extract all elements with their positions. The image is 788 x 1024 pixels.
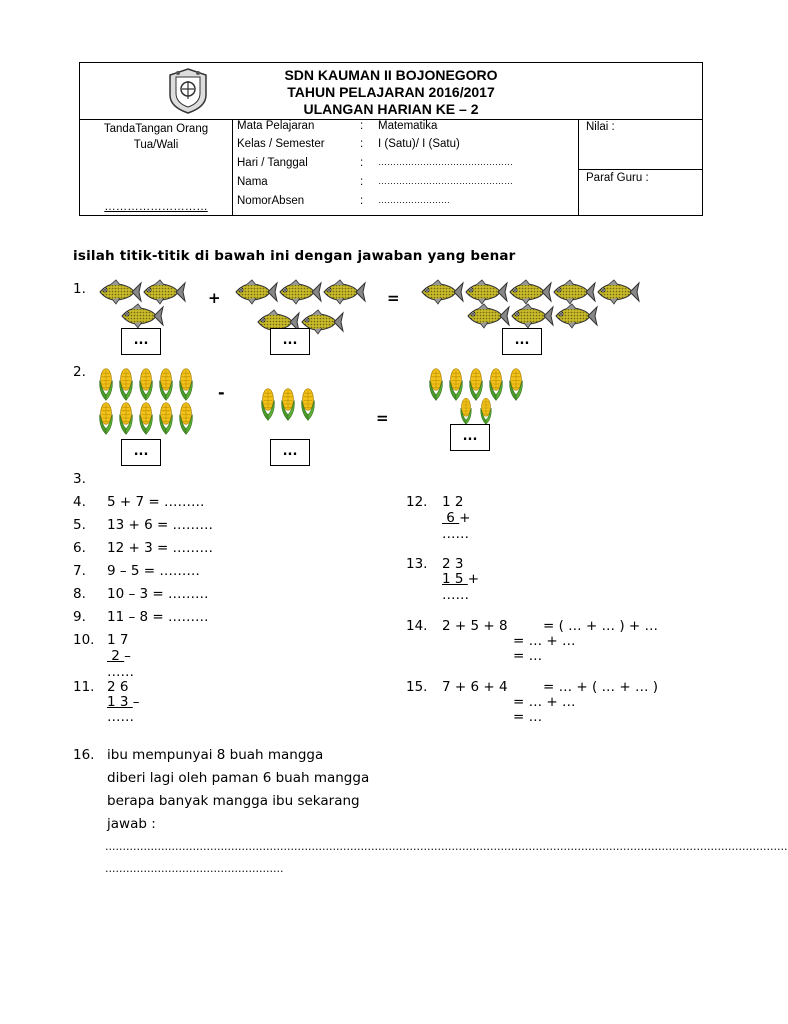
field-sep: : bbox=[360, 138, 364, 150]
fish-icon bbox=[464, 302, 510, 330]
story-line: diberi lagi oleh paman 6 buah mangga bbox=[107, 770, 370, 786]
step-3[interactable]: = … bbox=[513, 709, 543, 725]
fish-icon bbox=[552, 302, 598, 330]
instruction: isilah titik-titik di bawah ini dengan jawaban yang benar bbox=[73, 248, 516, 264]
corn-icon bbox=[96, 366, 116, 402]
field-sep: : bbox=[360, 195, 364, 207]
story-line: berapa banyak mangga ibu sekarang bbox=[107, 793, 360, 809]
bottom-number: 2 bbox=[107, 648, 125, 664]
teacher-initial-label: Paraf Guru : bbox=[586, 172, 649, 184]
answer-dots[interactable]: …… bbox=[107, 709, 134, 725]
parent-signature-line[interactable]: ……………………… bbox=[104, 201, 208, 213]
minus-sign: - bbox=[218, 383, 225, 402]
question-number: 7. bbox=[73, 563, 86, 579]
corn-icon bbox=[258, 386, 278, 422]
bottom-number: 6 bbox=[442, 510, 460, 526]
equals-sign: = bbox=[376, 409, 389, 427]
absence-number-field[interactable]: …………………… bbox=[378, 195, 450, 205]
question-number: 14. bbox=[406, 618, 428, 634]
corn-icon bbox=[116, 400, 136, 436]
operator: – bbox=[124, 648, 131, 664]
corn-group-result bbox=[426, 366, 530, 426]
corn-icon bbox=[476, 396, 496, 426]
answer-line[interactable]: …………………………………………… bbox=[105, 863, 284, 875]
corn-group-2 bbox=[258, 386, 322, 422]
fish-icon bbox=[594, 278, 640, 306]
answer-line[interactable]: …………………………………………………………………………………………………………………………………………………………………………… bbox=[105, 841, 788, 853]
question-text: 11 – 8 = ……… bbox=[107, 609, 209, 625]
plus-sign: + bbox=[208, 289, 221, 307]
question-text: 9 – 5 = ……… bbox=[107, 563, 200, 579]
question-number: 12. bbox=[406, 494, 428, 510]
school-year: TAHUN PELAJARAN 2016/2017 bbox=[287, 84, 495, 100]
corn-group-1 bbox=[96, 366, 200, 436]
bottom-number: 1 3 bbox=[107, 694, 133, 710]
fish-icon bbox=[276, 278, 322, 306]
equals-sign: = bbox=[387, 289, 400, 307]
question-number: 13. bbox=[406, 556, 428, 572]
question-number: 3. bbox=[73, 471, 86, 487]
class-value: I (Satu)/ I (Satu) bbox=[378, 138, 460, 150]
step-1[interactable]: = ( … + … ) + … bbox=[543, 618, 659, 634]
answer-box[interactable]: ... bbox=[121, 328, 161, 355]
column-divider bbox=[578, 119, 579, 215]
field-sep: : bbox=[360, 120, 364, 132]
corn-icon bbox=[506, 366, 526, 402]
step-2[interactable]: = … + … bbox=[513, 694, 576, 710]
date-field[interactable]: ……………………………………… bbox=[378, 157, 513, 167]
fish-group-result bbox=[418, 278, 648, 333]
question-number: 1. bbox=[73, 281, 86, 297]
fish-icon bbox=[320, 278, 366, 306]
question-number: 15. bbox=[406, 679, 428, 695]
corn-icon bbox=[426, 366, 446, 402]
field-sep: : bbox=[360, 176, 364, 188]
school-name: SDN KAUMAN II BOJONEGORO bbox=[284, 67, 498, 83]
question-number: 6. bbox=[73, 540, 86, 556]
step-1[interactable]: = … + ( … + … ) bbox=[543, 679, 659, 695]
field-sep: : bbox=[360, 157, 364, 169]
answer-box[interactable]: ... bbox=[270, 328, 310, 355]
question-number: 10. bbox=[73, 632, 95, 648]
question-number: 9. bbox=[73, 609, 86, 625]
fish-group-1 bbox=[96, 278, 196, 328]
corn-icon bbox=[136, 400, 156, 436]
score-divider bbox=[578, 169, 702, 170]
field-label: Mata Pelajaran bbox=[237, 120, 315, 132]
bottom-number: 1 5 bbox=[442, 571, 468, 587]
top-number: 2 3 bbox=[442, 556, 464, 572]
question-text: 12 + 3 = ……… bbox=[107, 540, 214, 556]
corn-icon bbox=[156, 400, 176, 436]
field-label: Kelas / Semester bbox=[237, 138, 325, 150]
answer-dots[interactable]: …… bbox=[107, 664, 134, 680]
step-2[interactable]: = … + … bbox=[513, 633, 576, 649]
expression: 7 + 6 + 4 bbox=[442, 679, 508, 695]
question-number: 8. bbox=[73, 586, 86, 602]
operator: + bbox=[459, 510, 471, 526]
exam-header bbox=[79, 62, 703, 216]
fish-icon bbox=[508, 302, 554, 330]
top-number: 1 2 bbox=[442, 494, 464, 510]
corn-icon bbox=[176, 366, 196, 402]
answer-dots[interactable]: …… bbox=[442, 526, 469, 542]
question-number: 11. bbox=[73, 679, 95, 695]
name-field[interactable]: ……………………………………… bbox=[378, 176, 513, 186]
fish-icon bbox=[232, 278, 278, 306]
story-line: ibu mempunyai 8 buah mangga bbox=[107, 747, 324, 763]
corn-icon bbox=[96, 400, 116, 436]
question-text: 13 + 6 = ……… bbox=[107, 517, 214, 533]
corn-icon bbox=[136, 366, 156, 402]
top-number: 1 7 bbox=[107, 632, 129, 648]
fish-icon bbox=[418, 278, 464, 306]
parent-signature-label-2: Tua/Wali bbox=[133, 139, 179, 151]
step-3[interactable]: = … bbox=[513, 648, 543, 664]
corn-icon bbox=[298, 386, 318, 422]
question-number: 2. bbox=[73, 364, 86, 380]
parent-signature-label: TandaTangan Orang bbox=[103, 123, 209, 135]
answer-box[interactable]: ... bbox=[270, 439, 310, 466]
corn-icon bbox=[116, 366, 136, 402]
exam-title: ULANGAN HARIAN KE – 2 bbox=[303, 101, 479, 117]
corn-icon bbox=[456, 396, 476, 426]
top-number: 2 6 bbox=[107, 679, 129, 695]
subject-value: Matematika bbox=[378, 120, 438, 132]
question-text: 5 + 7 = ……… bbox=[107, 494, 205, 510]
fish-icon bbox=[118, 302, 164, 330]
question-number: 4. bbox=[73, 494, 86, 510]
expression: 2 + 5 + 8 bbox=[442, 618, 508, 634]
question-text: 10 – 3 = ……… bbox=[107, 586, 209, 602]
answer-box[interactable]: ... bbox=[450, 424, 490, 451]
answer-label: jawab : bbox=[107, 816, 156, 832]
corn-icon bbox=[278, 386, 298, 422]
operator: + bbox=[467, 571, 480, 587]
field-label: NomorAbsen bbox=[237, 195, 305, 207]
question-number: 16. bbox=[73, 747, 95, 763]
corn-icon bbox=[156, 366, 176, 402]
answer-dots[interactable]: …… bbox=[442, 587, 469, 603]
field-label: Hari / Tanggal bbox=[237, 157, 308, 169]
column-divider bbox=[232, 119, 233, 215]
answer-box[interactable]: ... bbox=[502, 328, 542, 355]
operator: – bbox=[132, 694, 140, 710]
question-number: 5. bbox=[73, 517, 86, 533]
answer-box[interactable]: ... bbox=[121, 439, 161, 466]
corn-icon bbox=[176, 400, 196, 436]
field-label: Nama bbox=[237, 176, 268, 188]
score-label: Nilai : bbox=[586, 121, 615, 133]
